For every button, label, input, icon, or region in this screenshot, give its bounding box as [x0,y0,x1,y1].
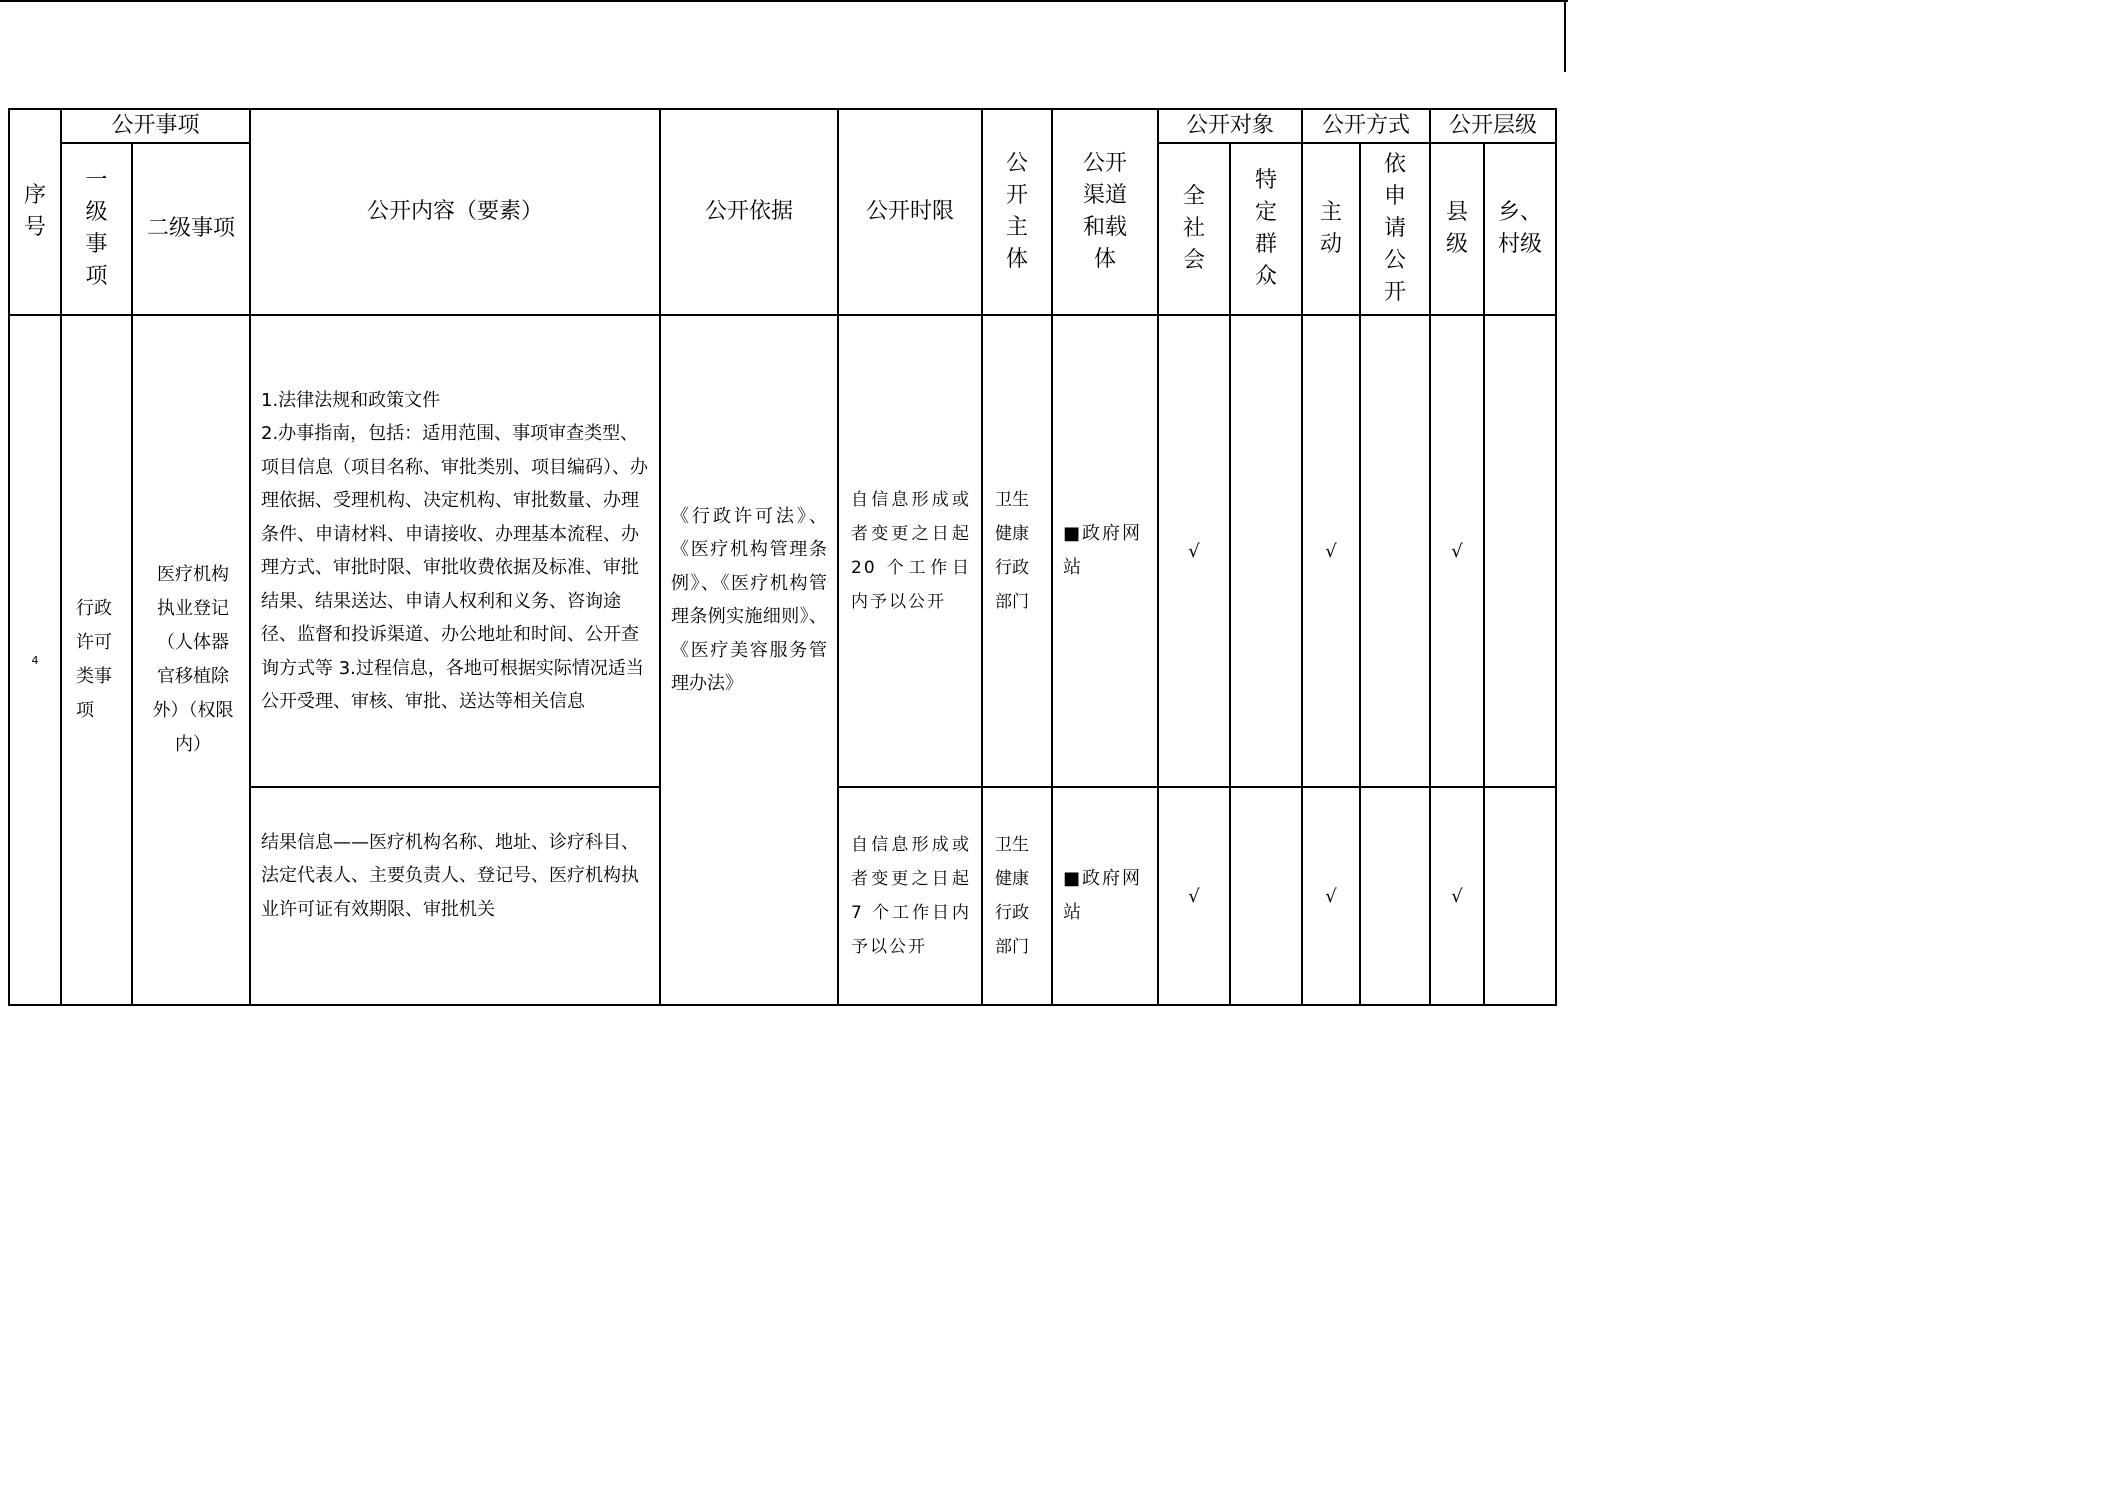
header-level2-label: 二级事项 [146,216,235,241]
item-channel [1052,315,1158,787]
item-content-text: 结果信息——医疗机构名称、地址、诊疗科目、法定代表人、主要负责人、登记号、医疗机构执业许可证有效期限、审批机关 [261,831,639,920]
item-content [250,315,660,787]
header-audience: 公开对象 [1158,109,1302,143]
item-method-active: √ [1302,315,1360,787]
row-basis-text: 《行政许可法》、《医疗机构管理条例》、《医疗机构管理条例实施细则》、《医疗美容服务管理办法》 [671,505,827,694]
header-method: 公开方式 [1302,109,1430,143]
page-top-rule [0,0,1568,2]
item-method-request [1360,315,1430,787]
row-level1-text: 行政许可类事项 [76,598,112,721]
header-content: 公开内容（要素） [250,109,660,315]
header-level-county [1430,143,1484,315]
header-level1 [61,143,132,315]
row-seq: 4 [9,315,61,1005]
item-channel-text: ■政府网 站 [1063,868,1143,923]
header-method-active-label: 主动 [1320,200,1343,257]
item-subject-text: 卫生健康行政部门 [995,835,1029,957]
item-channel-text: ■政府网 站 [1063,523,1143,578]
item-subject-text: 卫生健康行政部门 [995,490,1029,612]
header-audience-specific [1230,143,1302,315]
disclosure-table [8,108,1557,1006]
item-level-town [1484,787,1556,1005]
item-channel [1052,787,1158,1005]
row-level1 [61,315,132,1005]
item-audience-specific [1230,787,1302,1005]
header-audience-specific-label: 特定群众 [1255,168,1278,289]
item-audience-all: √ [1158,787,1230,1005]
item-time-limit-text: 自信息形成或 者变更之日起 7 个工作日内 予以公开 [851,835,971,957]
header-level2 [132,143,250,315]
table-row [9,315,1556,787]
item-audience-all: √ [1158,315,1230,787]
header-matters: 公开事项 [61,109,250,143]
item-method-active: √ [1302,787,1360,1005]
row-level2 [132,315,250,1005]
item-subject [982,315,1052,787]
header-level: 公开层级 [1430,109,1556,143]
item-level-county: √ [1430,787,1484,1005]
row-level2-text: 医疗机构执业登记（人体器官移植除外）（权限内） [152,564,234,755]
page-right-rule [1564,0,1566,72]
item-audience-specific [1230,315,1302,787]
header-subject-label: 公开主体 [1006,151,1029,272]
item-content [250,787,660,1005]
item-time-limit-text: 自信息形成或者变更之日起 20 个工作日内予以公开 [851,490,971,612]
header-audience-all-label: 全社会 [1183,184,1206,273]
header-seq-label: 序号 [24,183,47,240]
row-basis [660,315,838,1005]
header-level-town [1484,143,1556,315]
item-time-limit [838,315,982,787]
header-basis: 公开依据 [660,109,838,315]
header-seq [9,109,61,315]
header-time-limit: 公开时限 [838,109,982,315]
header-method-request [1360,143,1430,315]
header-channel [1052,109,1158,315]
header-row-1 [9,109,1556,143]
header-level-town-label: 乡、村级 [1497,200,1542,257]
item-level-county: √ [1430,315,1484,787]
header-level1-label: 一级事项 [85,168,108,289]
header-method-request-label: 依申请公开 [1384,152,1407,305]
item-level-town [1484,315,1556,787]
header-method-active [1302,143,1360,315]
item-time-limit [838,787,982,1005]
header-level-county-label: 县级 [1446,200,1469,257]
header-audience-all [1158,143,1230,315]
item-method-request [1360,787,1430,1005]
header-channel-label: 公开渠道和载体 [1082,151,1127,272]
item-subject [982,787,1052,1005]
header-subject [982,109,1052,315]
item-content-text: 1.法律法规和政策文件 2.办事指南，包括：适用范围、事项审查类型、项目信息（项目名称、审批类别、项目编码）、办理依据、受理机构、决定机构、审批数量、办理条件、申请材料、申请接收、办理基本流程、办理方式、审批时限、审批收费依据及标准、审批结果、结果送达、申请人权利和义务、咨询途径、监督和投诉渠道、办公地址和时间、公开查询方式等 3.过程信息，各地可根据实际情况适当公开受理、审核、审批、送达等相关信息 [261,389,648,712]
